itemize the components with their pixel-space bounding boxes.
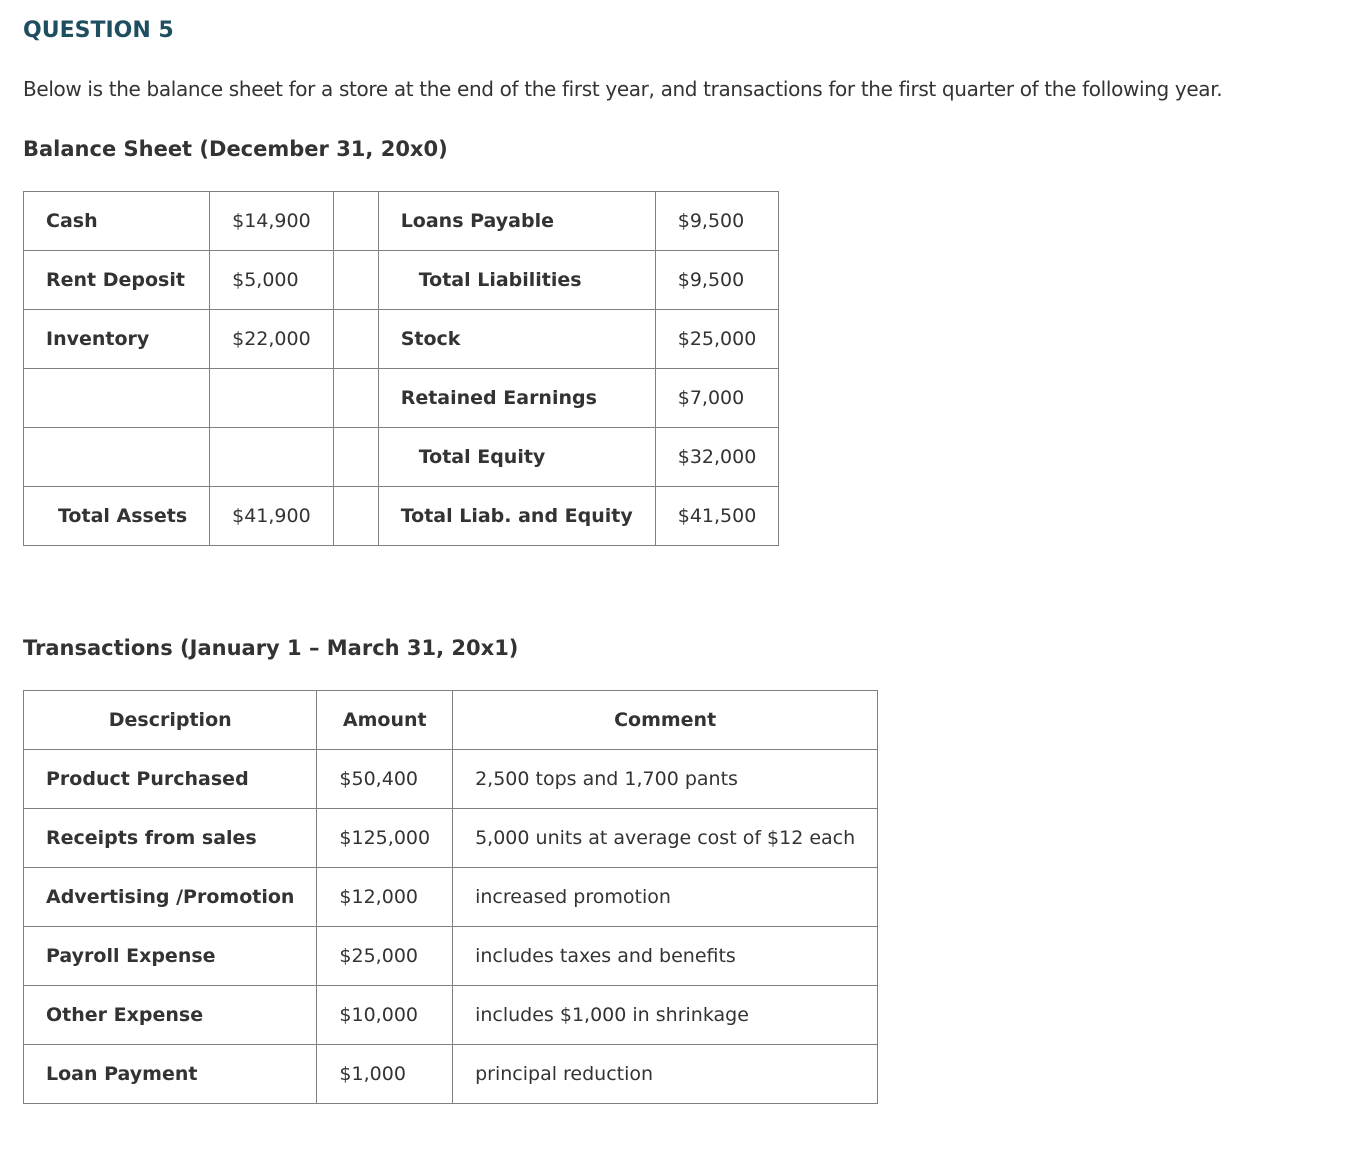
- liability-value: $9,500: [655, 192, 779, 251]
- table-row: [24, 986, 878, 1045]
- transaction-comment: 2,500 tops and 1,700 pants: [453, 750, 878, 809]
- liability-label: Total Liabilities: [378, 251, 655, 310]
- liability-label: Total Liab. and Equity: [378, 487, 655, 546]
- spacer-cell: [333, 310, 378, 369]
- balance-sheet-title: Balance Sheet (December 31, 20x0): [23, 137, 448, 161]
- asset-label: [24, 428, 210, 487]
- transaction-amount: $12,000: [317, 868, 453, 927]
- question-intro: Below is the balance sheet for a store at the end of the first year, and transactions for the first quarter of the following year.: [23, 77, 1223, 101]
- transaction-description: Advertising /Promotion: [24, 868, 317, 927]
- table-row: [24, 868, 878, 927]
- liability-label: Loans Payable: [378, 192, 655, 251]
- asset-value: $5,000: [210, 251, 334, 310]
- asset-value: [210, 369, 334, 428]
- liability-label: Total Equity: [378, 428, 655, 487]
- transactions-table: [23, 690, 878, 1104]
- transactions-title: Transactions (January 1 – March 31, 20x1): [23, 636, 519, 660]
- asset-value: [210, 428, 334, 487]
- asset-label: [24, 369, 210, 428]
- asset-value: $22,000: [210, 310, 334, 369]
- transaction-comment: 5,000 units at average cost of $12 each: [453, 809, 878, 868]
- spacer-cell: [333, 428, 378, 487]
- table-row: [24, 428, 779, 487]
- asset-label: Inventory: [24, 310, 210, 369]
- transaction-description: Receipts from sales: [24, 809, 317, 868]
- table-row: [24, 369, 779, 428]
- table-row: [24, 1045, 878, 1104]
- transaction-amount: $125,000: [317, 809, 453, 868]
- transaction-comment: includes taxes and benefits: [453, 927, 878, 986]
- liability-label: Stock: [378, 310, 655, 369]
- table-row: [24, 251, 779, 310]
- balance-sheet-table: [23, 191, 779, 546]
- question-title: QUESTION 5: [23, 18, 174, 43]
- transaction-amount: $1,000: [317, 1045, 453, 1104]
- table-header-row: [24, 691, 878, 750]
- transaction-amount: $25,000: [317, 927, 453, 986]
- liability-value: $32,000: [655, 428, 779, 487]
- transaction-amount: $50,400: [317, 750, 453, 809]
- transaction-description: Other Expense: [24, 986, 317, 1045]
- liability-value: $25,000: [655, 310, 779, 369]
- asset-label: Cash: [24, 192, 210, 251]
- transaction-comment: increased promotion: [453, 868, 878, 927]
- table-row: [24, 750, 878, 809]
- spacer-cell: [333, 251, 378, 310]
- asset-value: $41,900: [210, 487, 334, 546]
- column-header-comment: Comment: [453, 691, 878, 750]
- table-row: [24, 487, 779, 546]
- table-row: [24, 310, 779, 369]
- transaction-description: Loan Payment: [24, 1045, 317, 1104]
- asset-label: Total Assets: [24, 487, 210, 546]
- liability-label: Retained Earnings: [378, 369, 655, 428]
- table-row: [24, 927, 878, 986]
- column-header-amount: Amount: [317, 691, 453, 750]
- transaction-comment: principal reduction: [453, 1045, 878, 1104]
- asset-label: Rent Deposit: [24, 251, 210, 310]
- spacer-cell: [333, 369, 378, 428]
- liability-value: $7,000: [655, 369, 779, 428]
- transaction-comment: includes $1,000 in shrinkage: [453, 986, 878, 1045]
- spacer-cell: [333, 487, 378, 546]
- column-header-description: Description: [24, 691, 317, 750]
- transaction-amount: $10,000: [317, 986, 453, 1045]
- liability-value: $9,500: [655, 251, 779, 310]
- transaction-description: Product Purchased: [24, 750, 317, 809]
- table-row: [24, 809, 878, 868]
- asset-value: $14,900: [210, 192, 334, 251]
- spacer-cell: [333, 192, 378, 251]
- liability-value: $41,500: [655, 487, 779, 546]
- table-row: [24, 192, 779, 251]
- transaction-description: Payroll Expense: [24, 927, 317, 986]
